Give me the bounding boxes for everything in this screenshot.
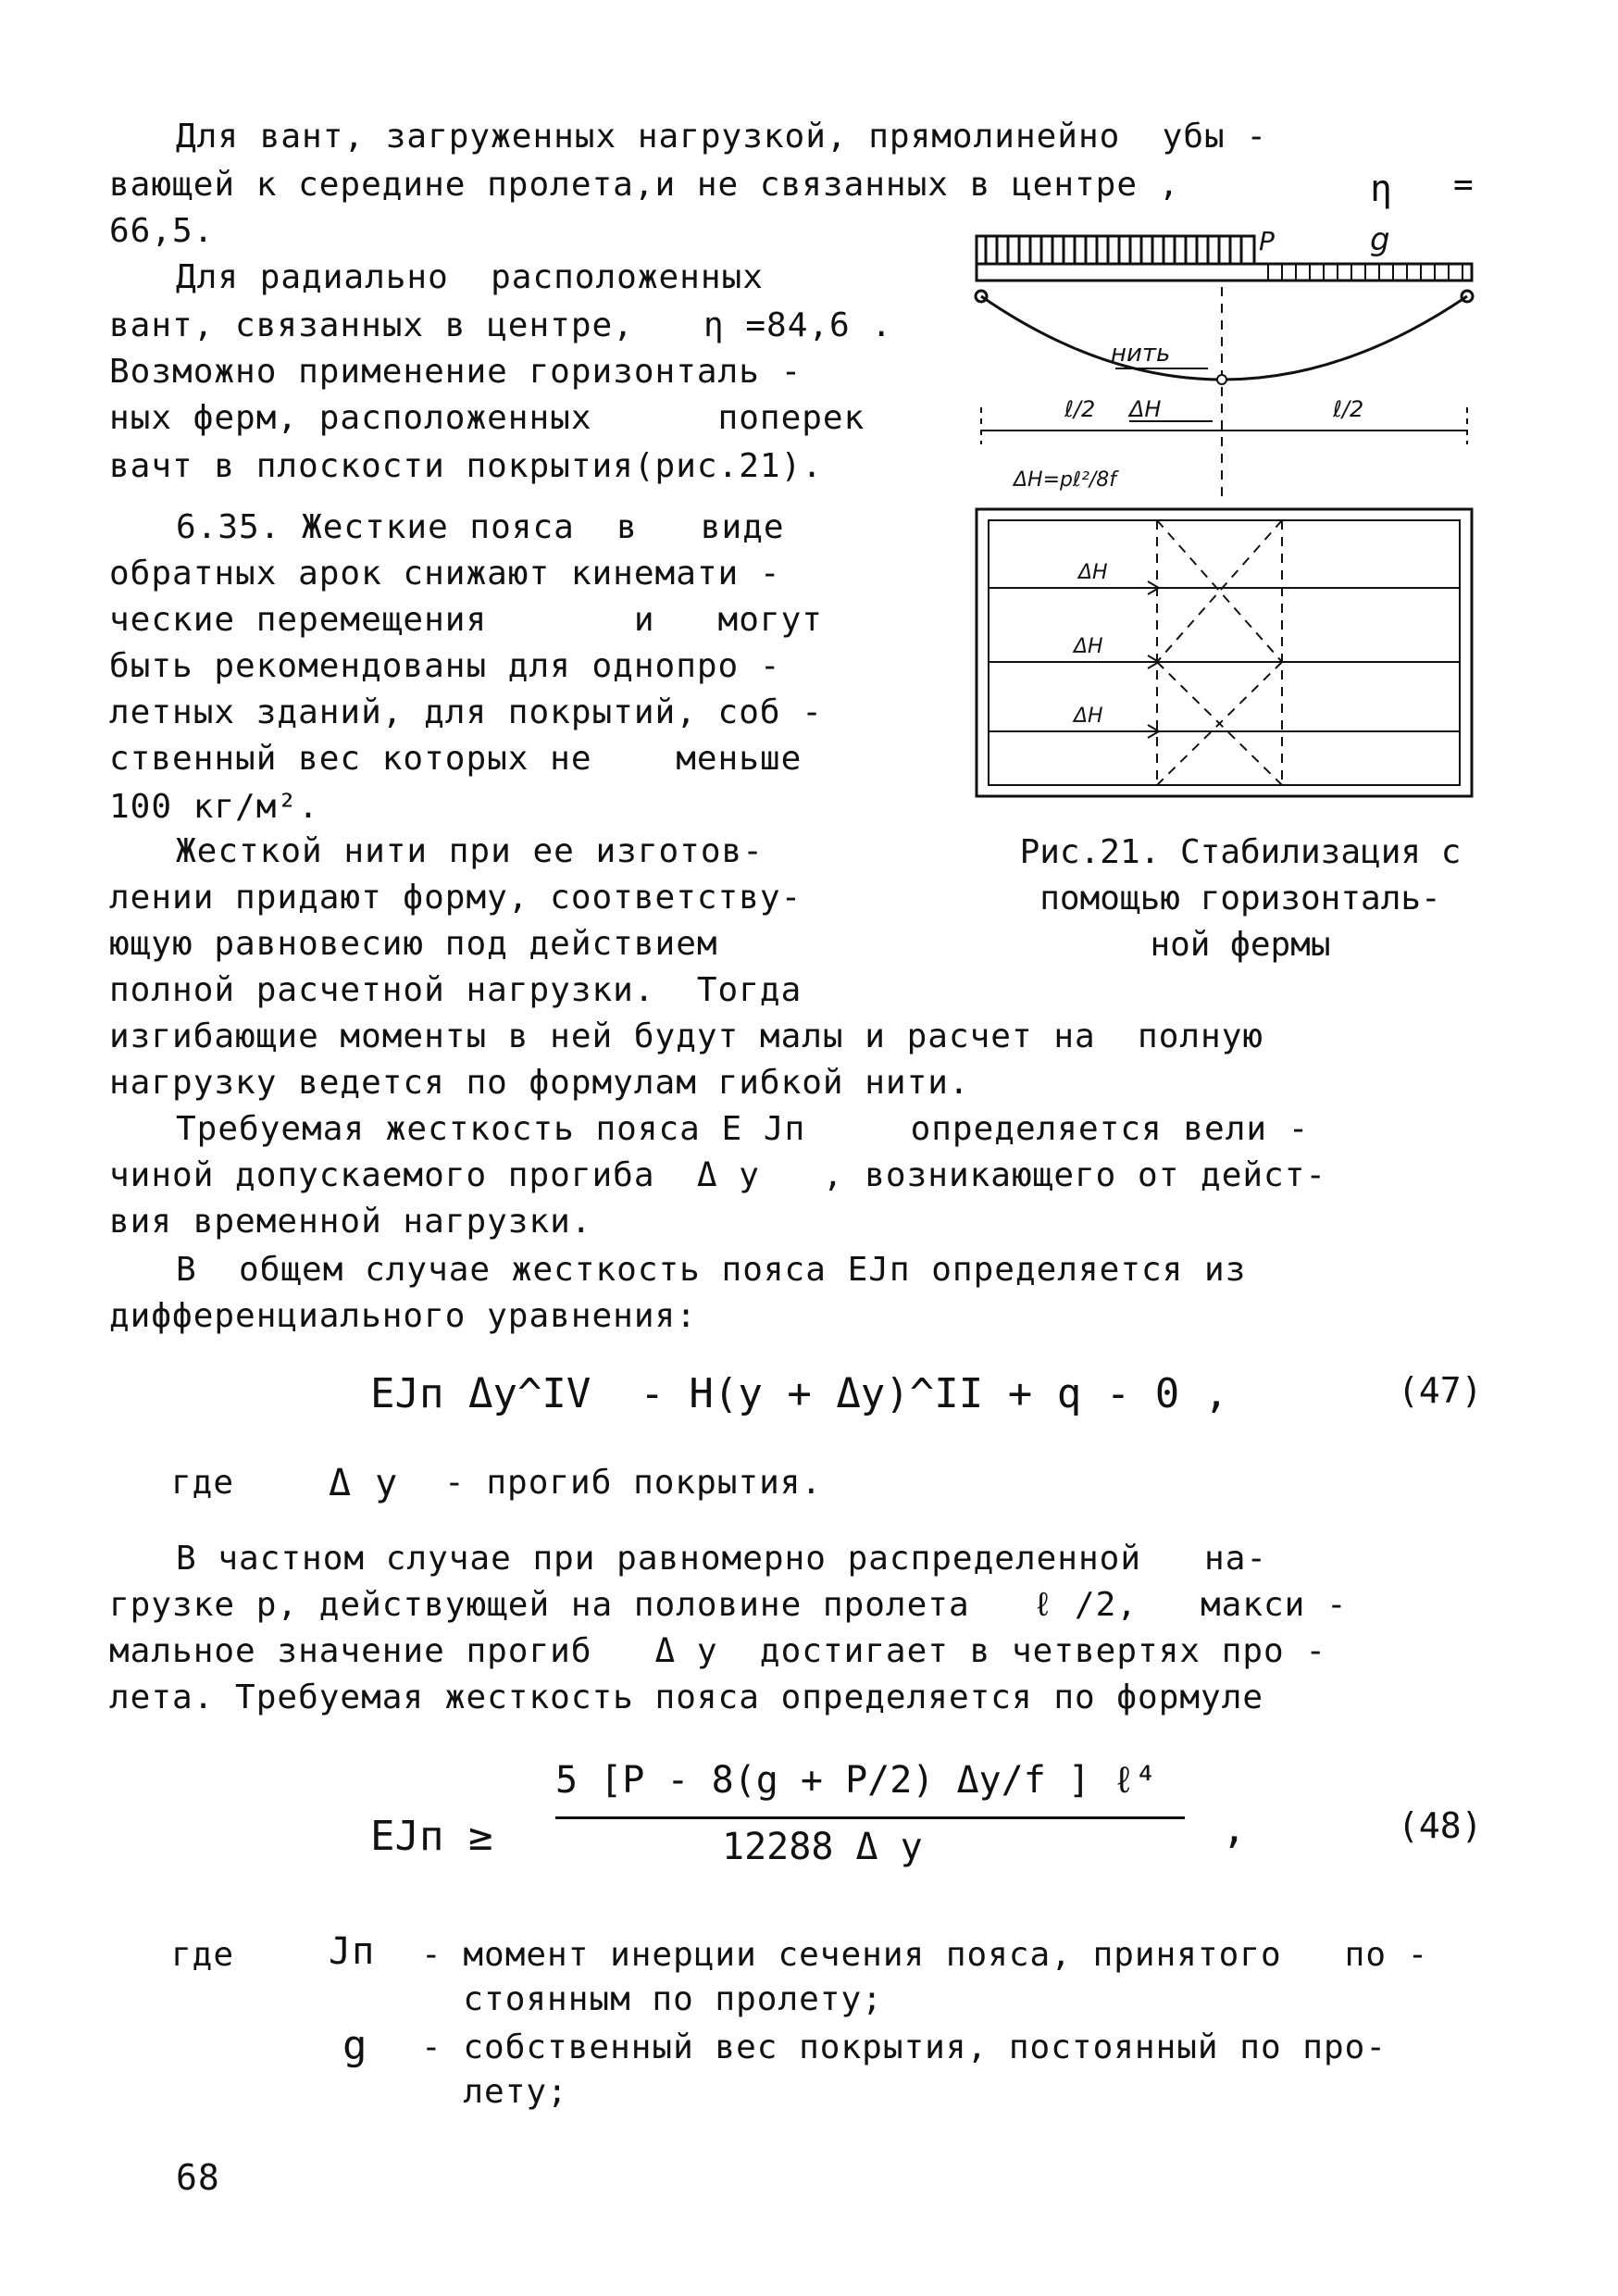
equation-48-comma: , [1222, 1805, 1247, 1853]
p5-line1: Требуемая жесткость пояса E Jп определяется вели - [176, 1110, 1310, 1148]
p4-line2: лении придают форму, соответству- [109, 879, 803, 917]
figure-caption-line3: ной фермы [1150, 926, 1331, 964]
p1-line3: 66,5. [109, 212, 215, 250]
figure-load-block [977, 236, 1254, 264]
equation-47-number: (47) [1398, 1370, 1483, 1411]
figure-plan-view [977, 509, 1472, 796]
where-symbol-g: g [342, 2022, 368, 2069]
p4-line1: Жесткой нити при ее изготов- [176, 832, 764, 870]
p4-line5: изгибающие моменты в ней будут малы и расчет на полную [109, 1017, 1264, 1055]
where-label-2: где [171, 1936, 235, 1974]
figure-label-dh-1: ΔH [1078, 561, 1108, 584]
p4-line6: нагрузку ведется по формулам гибкой нити. [109, 1064, 970, 1102]
p6-line1: В общем случае жесткость пояса EJп определяется из [176, 1251, 1247, 1289]
p1-equals: = [1453, 166, 1475, 204]
where-symbol-dy: Δ y [329, 1462, 399, 1504]
p1-line1: Для вант, загруженных нагрузкой, прямолинейно убы - [176, 118, 1268, 156]
figure-label-l-left: ℓ/2 [1064, 396, 1096, 422]
p2-eta-value: η =84,6 . [703, 306, 893, 344]
equation-48-lhs: EJп ≥ [370, 1813, 493, 1860]
p5-line3: вия временной нагрузки. [109, 1203, 592, 1241]
figure-label-dh-3: ΔH [1074, 705, 1103, 728]
where-label-1: где [171, 1464, 235, 1502]
figure-caption-line1: Рис.21. Стабилизация с [1019, 833, 1462, 871]
page-number: 68 [176, 2157, 220, 2198]
figure-21 [963, 222, 1481, 833]
where-desc-dy: - прогиб покрытия. [444, 1464, 823, 1502]
figure-label-l-right: ℓ/2 [1333, 396, 1364, 422]
p3-line3: ческие перемещения и могут [109, 601, 823, 639]
p2-line3: Возможно применение горизонталь - [109, 353, 803, 391]
p3-line4: быть рекомендованы для однопро - [109, 647, 781, 685]
p5-line2: чиной допускаемого прогиба Δ y , возникающего от дейст- [109, 1156, 1327, 1194]
p1-eta-symbol: η [1370, 168, 1394, 210]
figure-label-p: P [1259, 226, 1275, 256]
equation-48-fraction-bar [555, 1816, 1185, 1819]
p3-line2: обратных арок снижают кинемати - [109, 555, 781, 593]
p6-line2: дифференциального уравнения: [109, 1297, 697, 1335]
where-desc-jp-1: - момент инерции сечения пояса, принятого по - [421, 1936, 1429, 1974]
figure-caption-line2: помощью горизонталь- [1039, 880, 1441, 917]
p7-line3: мальное значение прогиб Δ y достигает в четвертях про - [109, 1632, 1327, 1670]
p3-line7: 100 кг/м². [109, 788, 319, 826]
equation-47: EJп Δy^IV - H(y + Δy)^II + q - 0 , [370, 1370, 1229, 1417]
p2-line5: вачт в плоскости покрытия(рис.21). [109, 447, 823, 485]
figure-label-g: g [1370, 222, 1390, 258]
p7-line1: В частном случае при равномерно распределенной на- [176, 1540, 1268, 1578]
p4-line3: ющую равновесию под действием [109, 925, 718, 963]
figure-center-node [1217, 375, 1226, 384]
p2-line4: ных ферм, расположенных поперек [109, 399, 865, 437]
p3-line1: 6.35. Жесткие пояса в виде [176, 508, 785, 546]
equation-48-number: (48) [1398, 1805, 1483, 1846]
p3-line6: ственный вес которых не меньше [109, 740, 803, 778]
p2-line2: вант, связанных в центре, [109, 306, 634, 344]
where-symbol-jp: Jп [329, 1930, 376, 1973]
p7-line2: грузке р, действующей на половине пролета ℓ /2, макси - [109, 1586, 1348, 1624]
figure-deck [977, 264, 1472, 281]
figure-label-thread: нить [1111, 340, 1171, 368]
where-desc-g-2: лету; [421, 2073, 568, 2111]
figure-label-dh-2: ΔH [1074, 635, 1103, 658]
figure-label-dh-top: ΔH [1129, 396, 1162, 422]
figure-cable [981, 296, 1467, 380]
p1-line2: вающей к середине пролета,и не связанных в центре , [109, 166, 1180, 204]
figure-label-dh-formula: ΔH=pℓ²/8f [1014, 468, 1117, 492]
p3-line5: летных зданий, для покрытий, соб - [109, 693, 823, 731]
equation-48-denominator: 12288 Δ y [722, 1826, 923, 1868]
where-desc-g-1: - собственный вес покрытия, постоянный по про- [421, 2028, 1387, 2066]
p2-line1: Для радиально расположенных [176, 258, 764, 296]
p7-line4: лета. Требуемая жесткость пояса определяется по формуле [109, 1678, 1264, 1716]
equation-48-numerator: 5 [P - 8(g + P/2) Δy/f ] ℓ⁴ [555, 1759, 1158, 1802]
p4-line4: полной расчетной нагрузки. Тогда [109, 971, 803, 1009]
where-desc-jp-2: стоянным по пролету; [421, 1980, 883, 2018]
